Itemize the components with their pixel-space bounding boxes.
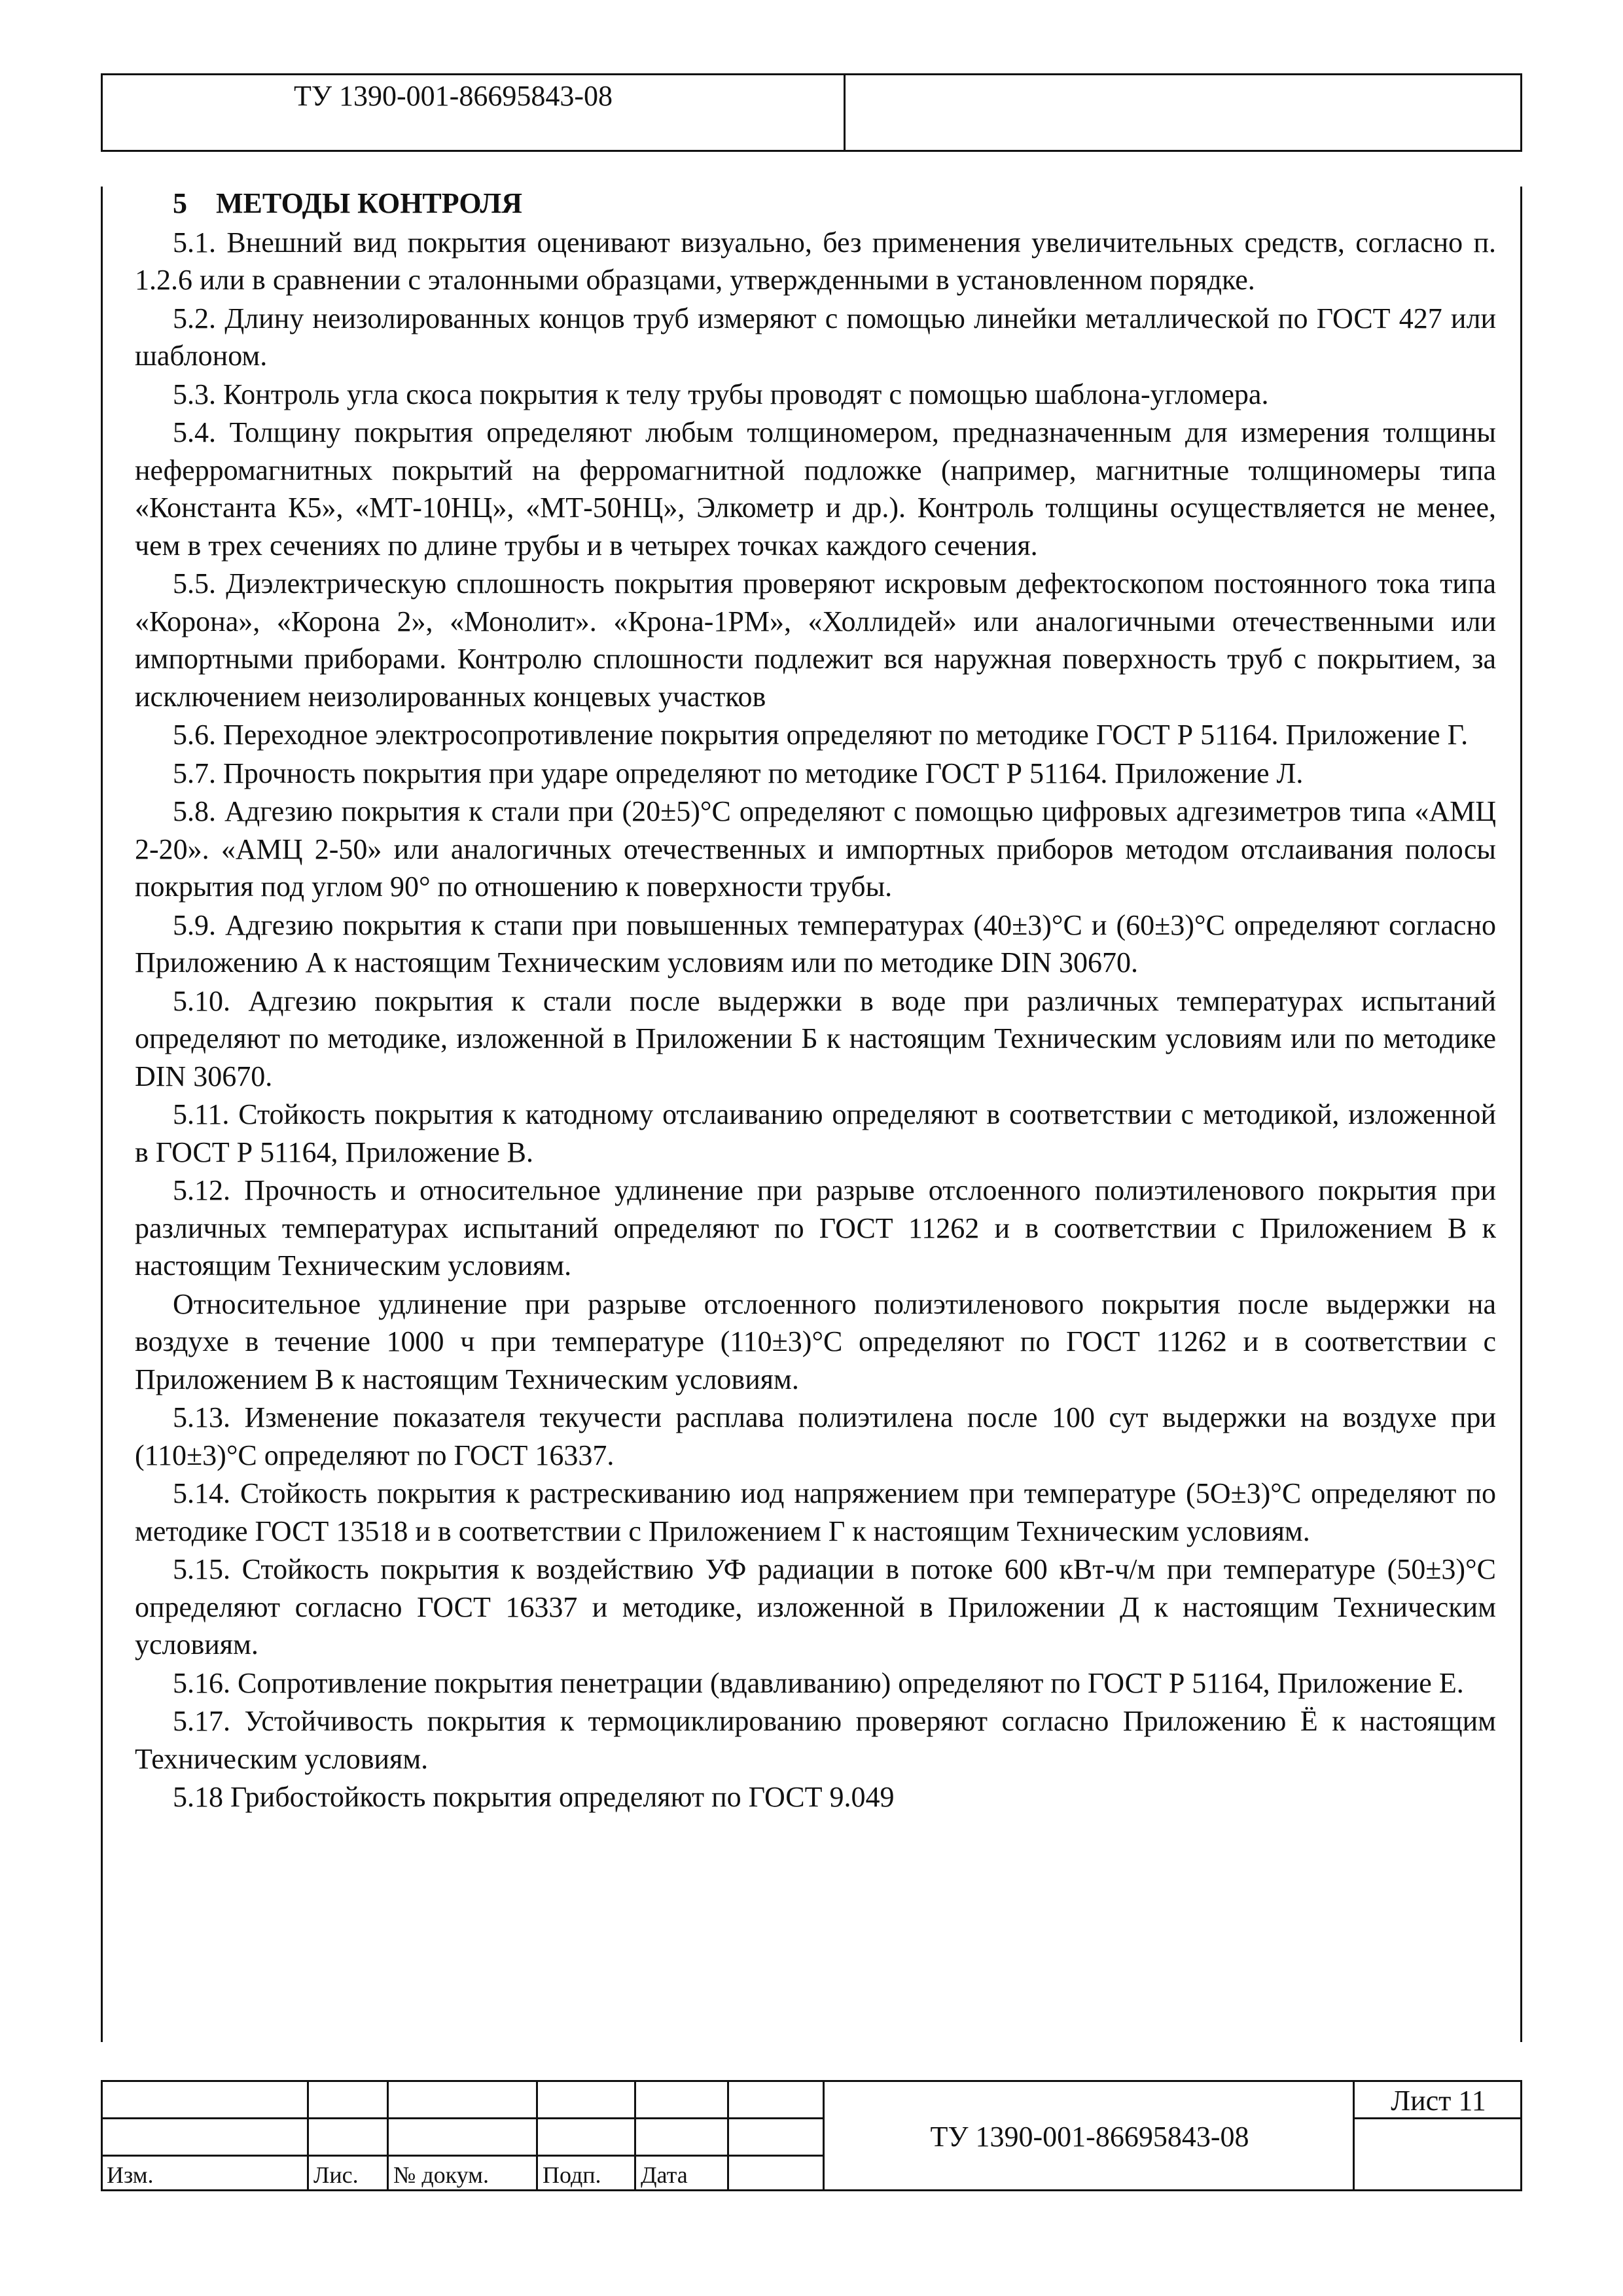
footer-col-divider-3 [536,2082,538,2189]
paragraph-5-6: 5.6. Переходное электросопротивление покрытия определяют по методике ГОСТ Р 51164. Приложение Г. [173,719,1469,751]
footer-doc-code: ТУ 1390-001-86695843-08 [930,2121,1249,2153]
footer-row-divider-1 [103,2117,825,2119]
paragraph-5-18: 5.18 Грибостойкость покрытия определяют по ГОСТ 9.049 [173,1781,895,1813]
footer-label-dokum: № докум. [393,2162,489,2188]
paragraph-5-14: 5.14. Стойкость покрытия к растрескиванию иод напряжением при температуре (5О±3)°С определяют по методике ГОСТ 13518 и в соответствии с Приложением Г к настоящим Техническим условиям. [135,1477,1496,1547]
left-margin-rule [101,187,103,2042]
paragraph-5-16: 5.16. Сопротивление покрытия пенетрации (вдавливанию) определяют по ГОСТ Р 51164, Приложение Е. [173,1666,1464,1699]
section-title: 5 МЕТОДЫ КОНТРОЛЯ [173,187,522,219]
footer-label-data: Дата [641,2162,688,2188]
sheet-divider [1355,2117,1522,2119]
paragraph-5-3: 5.3. Контроль угла скоса покрытия к телу трубы проводят с помощью шаблона-угломера. [173,378,1269,410]
paragraph-5-11: 5.11. Стойкость покрытия к катодному отслаиванию определяют в соответствии с методикой, изложенной в ГОСТ Р 51164, Приложение В. [135,1098,1496,1168]
paragraph-5-13: 5.13. Изменение показателя текучести расплава полиэтилена после 100 сут выдержки на воздухе при (110±3)°С определяют по ГОСТ 16337. [135,1401,1496,1471]
footer-label-izm: Изм. [107,2162,154,2188]
footer-col-divider-1 [307,2082,309,2189]
footer-label-podp: Подп. [543,2162,601,2188]
footer-label-lis: Лис. [313,2162,359,2188]
paragraph-5-2: 5.2. Длину неизолированных концов труб измеряют с помощью линейки металлической по ГОСТ 427 или шаблоном. [135,302,1496,372]
footer-col-divider-4 [634,2082,636,2189]
header-left-cell [103,75,846,150]
paragraph-5-12: 5.12. Прочность и относительное удлинение при разрыве отслоенного полиэтиленового покрытия при различных температурах испытаний определяют по ГОСТ 11262 и в соответствии с Приложением В к настоящим Техническим условиям. [135,1174,1496,1282]
header-doc-code: ТУ 1390-001-86695843-08 [294,80,613,112]
paragraph-5-12-continued: Относительное удлинение при разрыве отслоенного полиэтиленового покрытия после выдержки на воздухе в течение 1000 ч при температуре (110±3)°С определяют по ГОСТ 11262 и в соответствии с Приложением В к настоящим Техническим условиям. [135,1287,1496,1395]
footer-title-block [101,2080,1522,2191]
right-margin-rule [1520,187,1522,2042]
paragraph-5-1: 5.1. Внешний вид покрытия оценивают визуально, без применения увеличительных средств, согласно п. 1.2.6 или в сравнении с эталонными образцами, утвержденными в установленном порядке. [135,226,1496,296]
page-content [135,185,1496,2043]
paragraph-5-15: 5.15. Стойкость покрытия к воздействию УФ радиации в потоке 600 кВт-ч/м при температуре (50±3)°С определяют согласно ГОСТ 16337 и методике, изложенной в Приложении Д к настоящим Техническим условиям. [135,1553,1496,1660]
footer-row-divider-2 [103,2155,825,2157]
paragraph-5-9: 5.9. Адгезию покрытия к стапи при повышенных температурах (40±3)°С и (60±3)°С определяют согласно Приложению А к настоящим Техническим условиям или по методике DIN 30670. [135,908,1496,978]
header-frame [101,73,1522,152]
paragraph-5-8: 5.8. Адгезию покрытия к стали при (20±5)°С определяют с помощью цифровых адгезиметров типа «АМЦ 2-20». «АМЦ 2-50» или аналогичных отечественных и импортных приборов методом отслаивания полосы покрытия под углом 90° по отношению к поверхности трубы. [135,795,1496,903]
paragraph-5-4: 5.4. Толщину покрытия определяют любым толщиномером, предназначенным для измерения толщины неферромагнитных покрытий на ферромагнитной подложке (например, магнитные толщиномеры типа «Константа К5», «МТ-10НЦ», «МТ-50НЦ», Элкометр и др.). Контроль толщины осуществляется не менее, чем в трех сечениях по длине трубы и в четырех точках каждого сечения. [135,416,1496,562]
paragraph-5-17: 5.17. Устойчивость покрытия к термоциклированию проверяют согласно Приложению Ё к настоящим Техническим условиям. [135,1705,1496,1775]
paragraph-5-10: 5.10. Адгезию покрытия к стали после выдержки в воде при различных температурах испытаний определяют по методике, изложенной в Приложении Б к настоящим Техническим условиям или по методике DIN 30670. [135,984,1496,1092]
sheet-number: Лист 11 [1391,2085,1486,2117]
footer-col-divider-5 [727,2082,729,2189]
paragraph-5-5: 5.5. Диэлектрическую сплошность покрытия проверяют искровым дефектоскопом постоянного тока типа «Корона», «Корона 2», «Монолит». «Крона-1РМ», «Холлидей» или аналогичными отечественными или импортными приборами. Контролю сплошности подлежит вся наружная поверхность труб с покрытием, за исключением неизолированных концевых участков [135,567,1496,713]
paragraph-5-7: 5.7. Прочность покрытия при ударе определяют по методике ГОСТ Р 51164. Приложение Л. [173,757,1304,789]
footer-col-divider-2 [387,2082,389,2189]
